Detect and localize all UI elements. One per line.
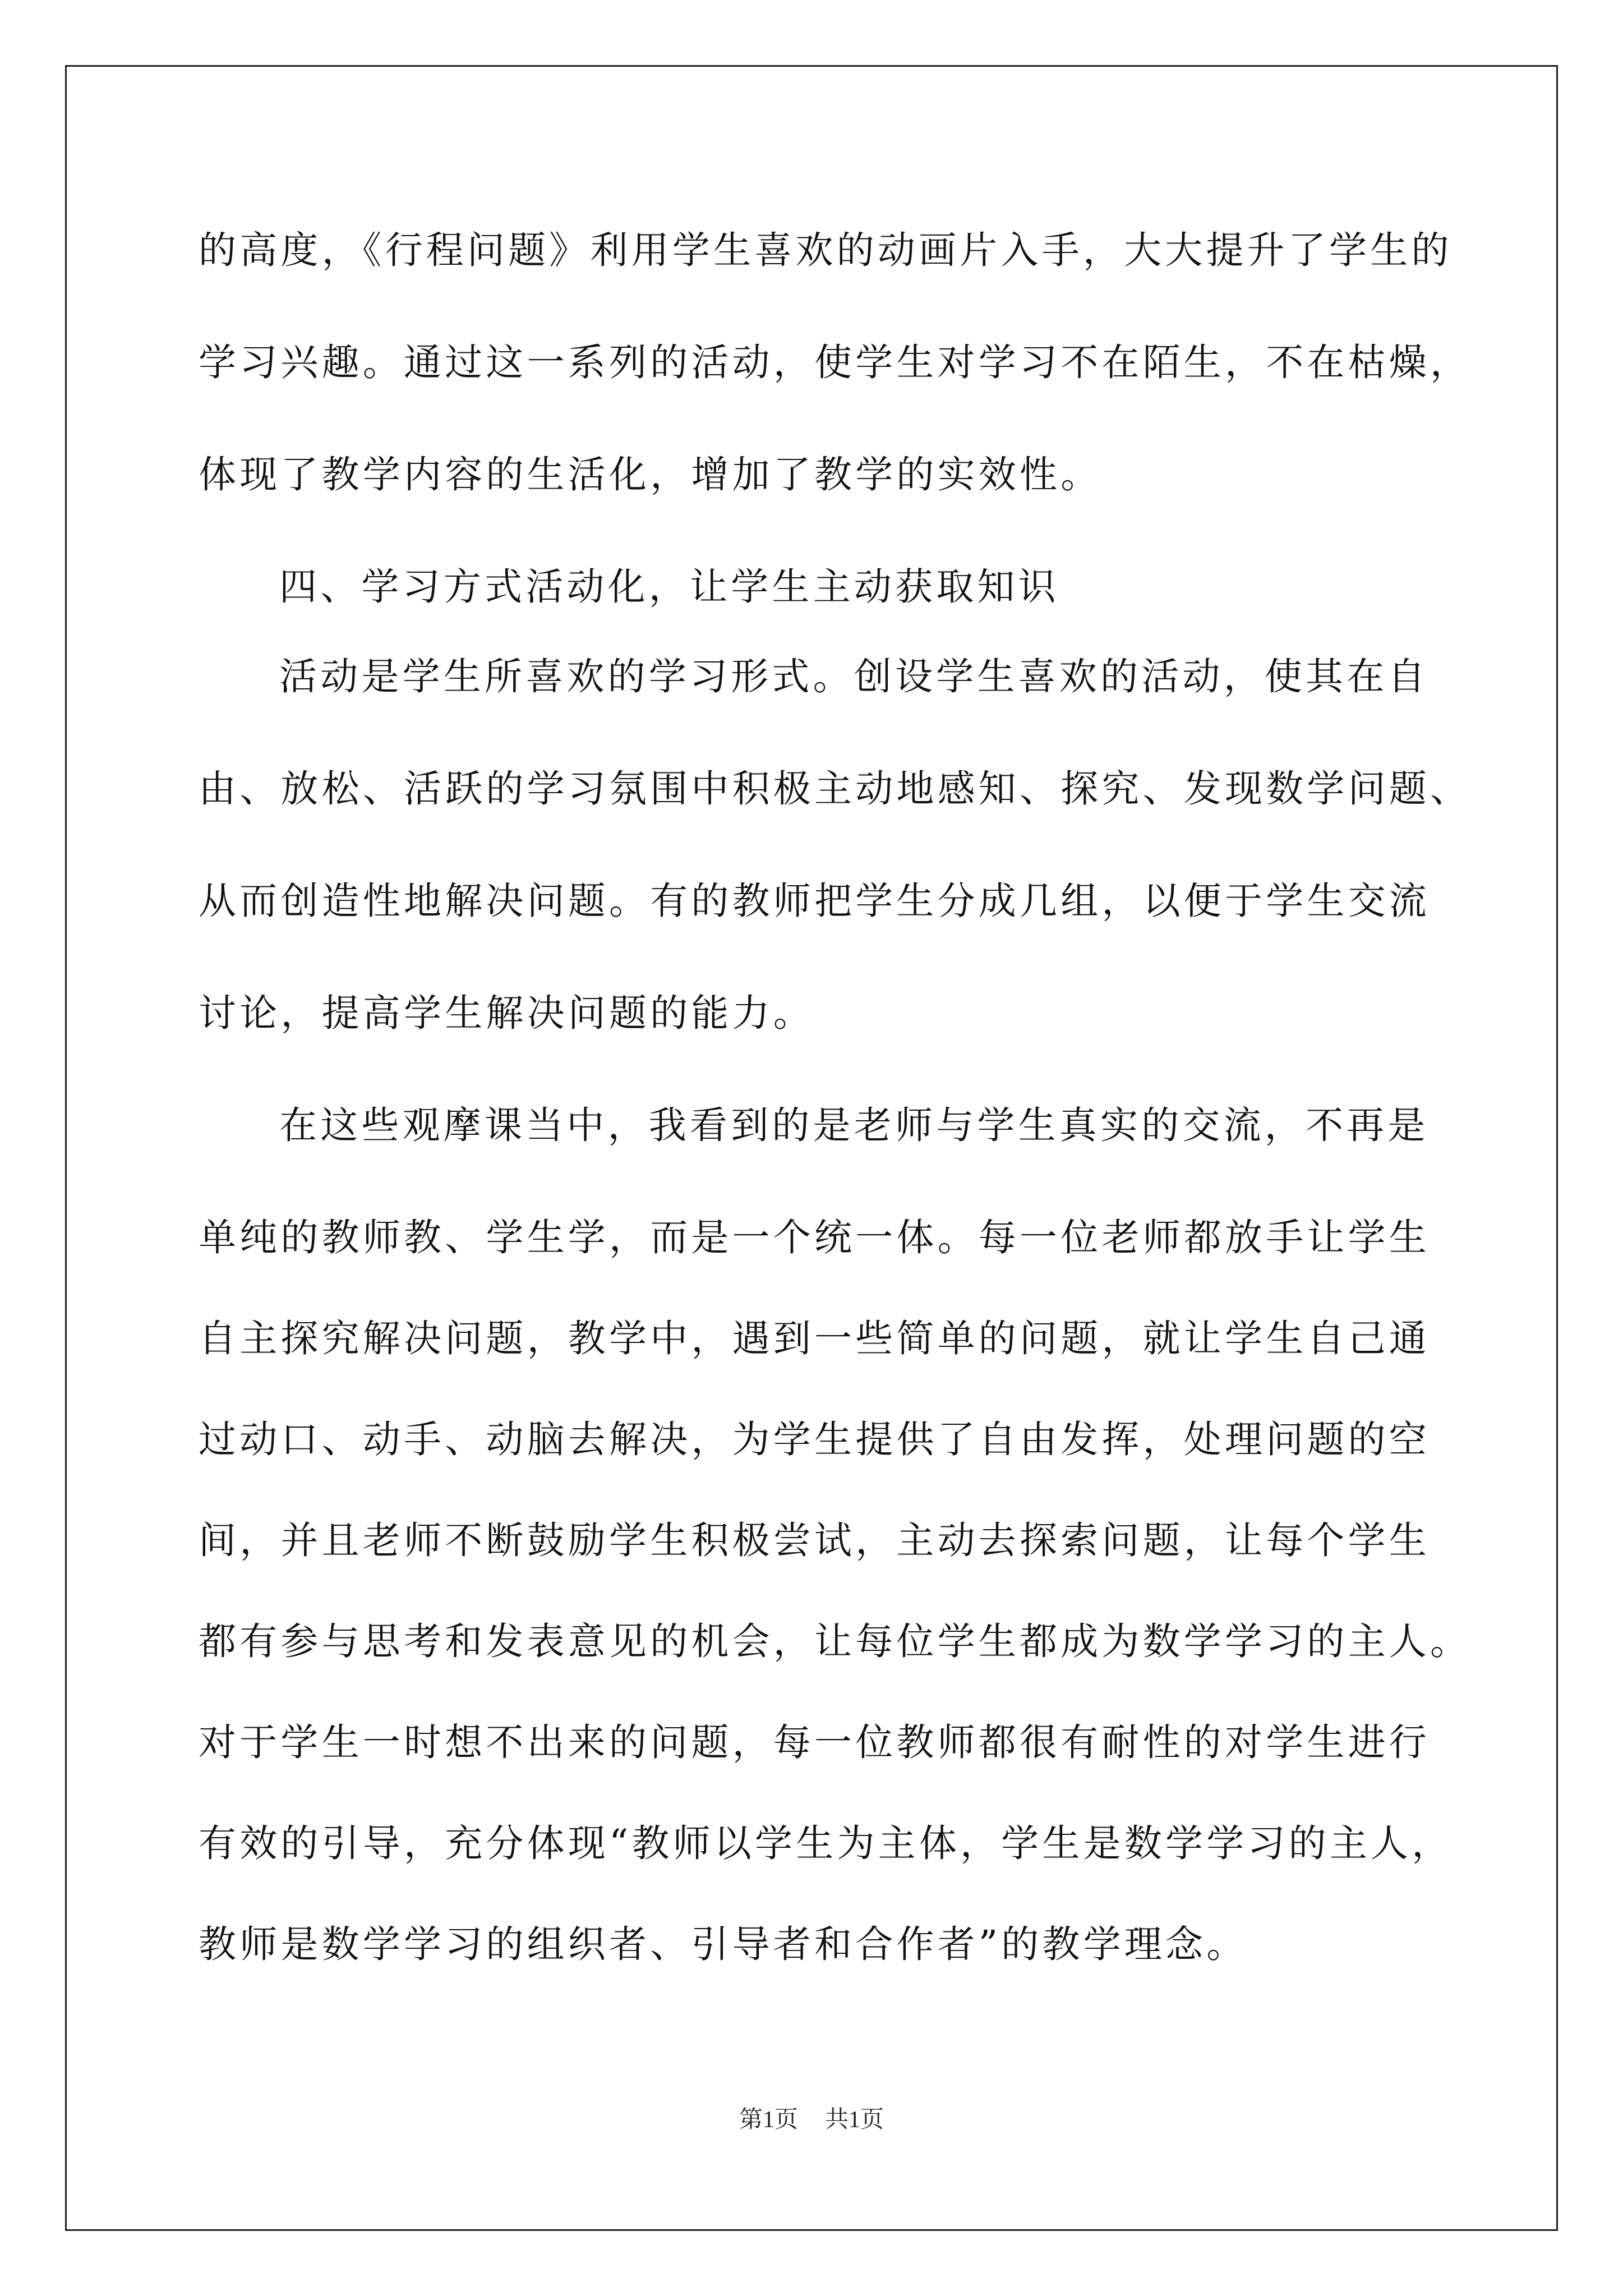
- text-line: 教师是数学学习的组织者、引导者和合作者”的教学理念。: [199, 1922, 1248, 1966]
- text-line: 由、放松、活跃的学习氛围中积极主动地感知、探究、发现数学问题、: [199, 767, 1472, 811]
- text-line: 单纯的教师教、学生学，而是一个统一体。每一位老师都放手让学生: [199, 1216, 1430, 1259]
- section-heading: 四、学习方式活动化，让学生主动获取知识: [279, 565, 1059, 609]
- text-line: 自主探究解决问题，教学中，遇到一些简单的问题，就让学生自己通: [199, 1317, 1430, 1360]
- text-line: 学习兴趣。通过这一系列的活动，使学生对学习不在陌生，不在枯燥，: [199, 341, 1472, 384]
- text-line: 在这些观摩课当中，我看到的是老师与学生真实的交流，不再是: [279, 1103, 1429, 1147]
- page-border: [65, 65, 1558, 2231]
- text-line: 体现了教学内容的生活化，增加了教学的实效性。: [199, 453, 1102, 496]
- page-footer: [0, 2105, 1623, 2134]
- text-line: 讨论，提高学生解决问题的能力。: [199, 991, 814, 1035]
- page-number: 第1页: [739, 2107, 798, 2133]
- text-line: 有效的引导，充分体现“教师以学生为主体，学生是数学学习的主人，: [199, 1821, 1453, 1865]
- text-line: 对于学生一时想不出来的问题，每一位教师都很有耐性的对学生进行: [199, 1720, 1430, 1764]
- text-line: 从而创造性地解决问题。有的教师把学生分成几组，以便于学生交流: [199, 879, 1430, 923]
- text-line: 过动口、动手、动脑去解决，为学生提供了自由发挥，处理问题的空: [199, 1418, 1430, 1461]
- text-line: 都有参与思考和发表意见的机会，让每位学生都成为数学学习的主人。: [199, 1619, 1472, 1663]
- text-line: 活动是学生所喜欢的学习形式。创设学生喜欢的活动，使其在自: [279, 655, 1429, 698]
- text-line: 的高度，《行程问题》利用学生喜欢的动画片入手，大大提升了学生的: [199, 228, 1453, 272]
- page-total: 共1页: [825, 2107, 884, 2133]
- text-line: 间，并且老师不断鼓励学生积极尝试，主动去探索问题，让每个学生: [199, 1519, 1430, 1562]
